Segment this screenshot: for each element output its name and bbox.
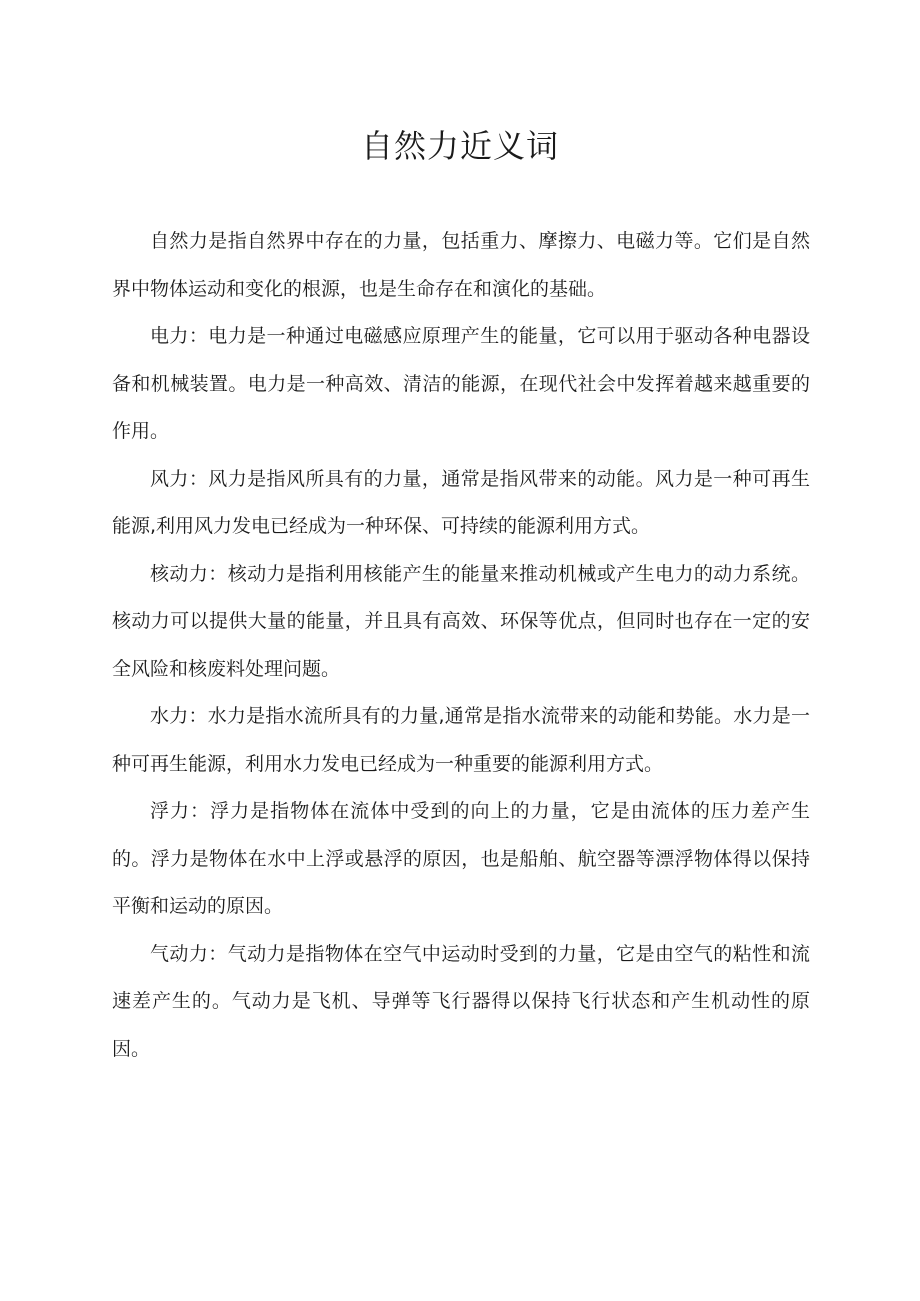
- document-body: [112, 218, 810, 1073]
- paragraph-wind-power: 风力：风力是指风所具有的力量，通常是指风带来的动能。风力是一种可再生能源,利用风力发电已经成为一种环保、可持续的能源利用方式。: [112, 467, 810, 537]
- paragraph-nuclear-power: 核动力：核动力是指利用核能产生的能量来推动机械或产生电力的动力系统。核动力可以提供大量的能量，并且具有高效、环保等优点，但同时也存在一定的安全风险和核废料处理问题。: [112, 562, 810, 680]
- paragraph-hydro-power: 水力：水力是指水流所具有的力量,通常是指水流带来的动能和势能。水力是一种可再生能源，利用水力发电已经成为一种重要的能源利用方式。: [112, 705, 810, 775]
- document-title: 自然力近义词: [360, 127, 559, 165]
- paragraph-intro: 自然力是指自然界中存在的力量，包括重力、摩擦力、电磁力等。它们是自然界中物体运动和变化的根源，也是生命存在和演化的基础。: [112, 230, 810, 300]
- paragraph-electric-power: 电力：电力是一种通过电磁感应原理产生的能量，它可以用于驱动各种电器设备和机械装置。电力是一种高效、清洁的能源，在现代社会中发挥着越来越重要的作用。: [112, 325, 810, 442]
- paragraph-buoyancy: 浮力：浮力是指物体在流体中受到的向上的力量，它是由流体的压力差产生的。浮力是物体在水中上浮或悬浮的原因，也是船舶、航空器等漂浮物体得以保持平衡和运动的原因。: [112, 800, 810, 917]
- paragraph-aerodynamic-force: 气动力：气动力是指物体在空气中运动时受到的力量，它是由空气的粘性和流速差产生的。气动力是飞机、导弹等飞行器得以保持飞行状态和产生机动性的原因。: [112, 942, 810, 1060]
